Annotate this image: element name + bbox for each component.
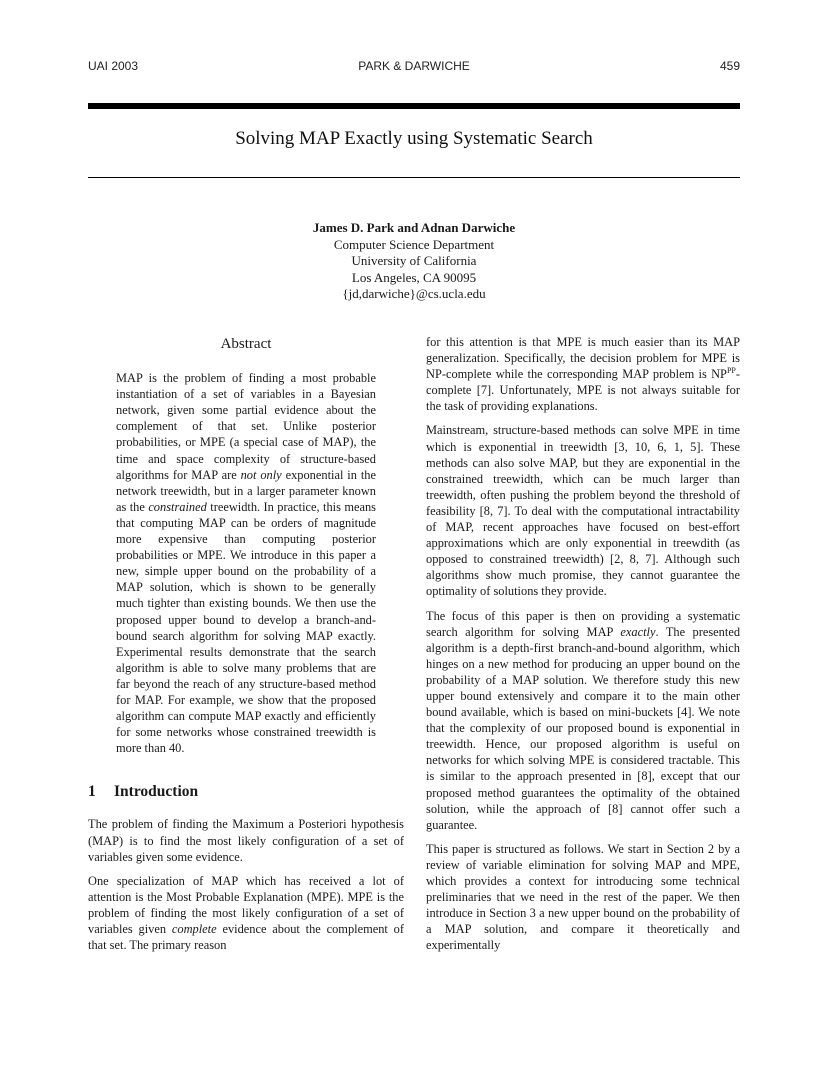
author-email: {jd,darwiche}@cs.ucla.edu: [342, 286, 486, 301]
right-paragraph-4: This paper is structured as follows. We start in Section 2 by a review of variable elimination for solving MAP and MPE, which provides a context for introducing some technical preliminaries that we need in the rest of the paper. We then introduce in Section 3 a new upper bound on the probability of a MAP solution, and compare it theoretically and experimentally: [426, 841, 740, 953]
abstract-body: [116, 370, 376, 756]
intro-p2-text-b: evidence about the complement of that set. The primary reason: [88, 922, 405, 953]
author-names: James D. Park and Adnan Darwiche: [312, 220, 516, 235]
intro-p2-emphasis: complete: [171, 922, 217, 936]
intro-p2-text-a: One specialization of MAP which has received a lot of attention is the Most Probable Explanation (MPE). MPE is the problem of finding the most likely configuration of a set of variables given: [88, 873, 404, 936]
right-column: [426, 334, 740, 961]
abstract-text-a: MAP is the problem of finding a most probable instantiation of a set of variables in a Bayesian network, given some partial evidence about the complement of that set. Unlike posterior probabilities, or MPE (a special case of MAP), the time and space complexity of structure-based algorithms for MAP are: [116, 371, 376, 482]
abstract-emphasis-not-only: not only: [240, 467, 282, 482]
abstract-text-b: exponential in the network treewidth, but in a larger parameter known as the: [116, 467, 376, 514]
paper-title: Solving MAP Exactly using Systematic Search: [235, 128, 593, 149]
page-number: 459: [719, 59, 740, 73]
author-block: [0, 220, 828, 303]
right-p3-emphasis: exactly: [620, 624, 656, 639]
right-paragraph-2: Mainstream, structure-based methods can solve MPE in time which is exponential in treewidth [3, 10, 6, 1, 5]. These methods can also solve MAP, but they are exponential in the constrained treewidth, which can be much larger than treewidth, often pushing the problem beyond the threshold of feasibility [8, 7]. To deal with the computational intractability of MAP, recent approaches have focused on best-effort approximations which are only exponential in treewdith (as opposed to constrained treewidth) [2, 8, 7]. Although such algorithms show much promise, they cannot guarantee the optimality of solutions they provide.: [426, 423, 740, 599]
intro-paragraph-2: [88, 873, 404, 953]
right-paragraph-3: [426, 608, 740, 833]
right-p1-text-a: for this attention is that MPE is much easier than its MAP generalization. Specifically, the decision problem for MPE is NP-complete while the corresponding MAP problem is NP: [426, 335, 740, 382]
running-header-authors: PARK & DARWICHE: [358, 59, 470, 73]
title-rule-bottom: [88, 177, 740, 178]
right-p3-text-b: . The presented algorithm is a depth-first branch-and-bound algorithm, which hinges on a new method for producing an upper bound on the probability of a MAP solution. We therefore study this new upper bound extensively and compare it to the main other bound available, which is based on mini-buckets [4]. We note that the complexity of our proposed bound is exponential in treewidth. Hence, our proposed algorithm is useful on networks for which solving MPE is considered tractable. This is similar to the approach presented in [8], except that our proposed method guarantees the optimality of the obtained solution, while the approach of [8] cannot offer such a guarantee.: [426, 624, 741, 832]
right-p3-text-a: The focus of this paper is then on providing a systematic search algorithm for solving MAP: [426, 608, 740, 639]
intro-paragraph-1: The problem of finding the Maximum a Posteriori hypothesis (MAP) is to find the most likely configuration of a set of variables given some evidence.: [88, 817, 404, 864]
right-paragraph-1: [426, 334, 740, 414]
title-rule-top: [88, 103, 740, 109]
abstract-emphasis-constrained: constrained: [148, 499, 207, 514]
section-heading-introduction: [88, 784, 404, 800]
section-number: 1: [88, 783, 96, 801]
right-p1-text-b: -complete [7]. Unfortunately, MPE is not always suitable for the task of providing explanations.: [426, 367, 740, 414]
author-department: Computer Science Department: [333, 236, 495, 252]
author-city: Los Angeles, CA 90095: [351, 269, 477, 285]
author-university: University of California: [351, 253, 477, 268]
abstract-heading: Abstract: [220, 336, 272, 352]
abstract-text-c: treewidth. In practice, this means that computing MAP can be orders of magnitude more expensive than computing posterior probabilities or MPE. We introduce in this paper a new, simple upper bound on the probability of a MAP solution, which is shown to be generally much tighter than existing bounds. We then use the proposed upper bound to develop a branch-and-bound search algorithm for solving MAP exactly. Experimental results demonstrate that the search algorithm is able to solve many problems that are far beyond the reach of any structure-based method for MAP. For example, we show that the proposed algorithm can compute MAP exactly and efficiently for some networks whose constrained treewidth is more than 40.: [116, 499, 377, 756]
section-title: Introduction: [114, 783, 199, 801]
left-column: [88, 336, 404, 961]
running-header-conference: UAI 2003: [88, 59, 139, 73]
right-p1-superscript: PP: [726, 366, 736, 376]
